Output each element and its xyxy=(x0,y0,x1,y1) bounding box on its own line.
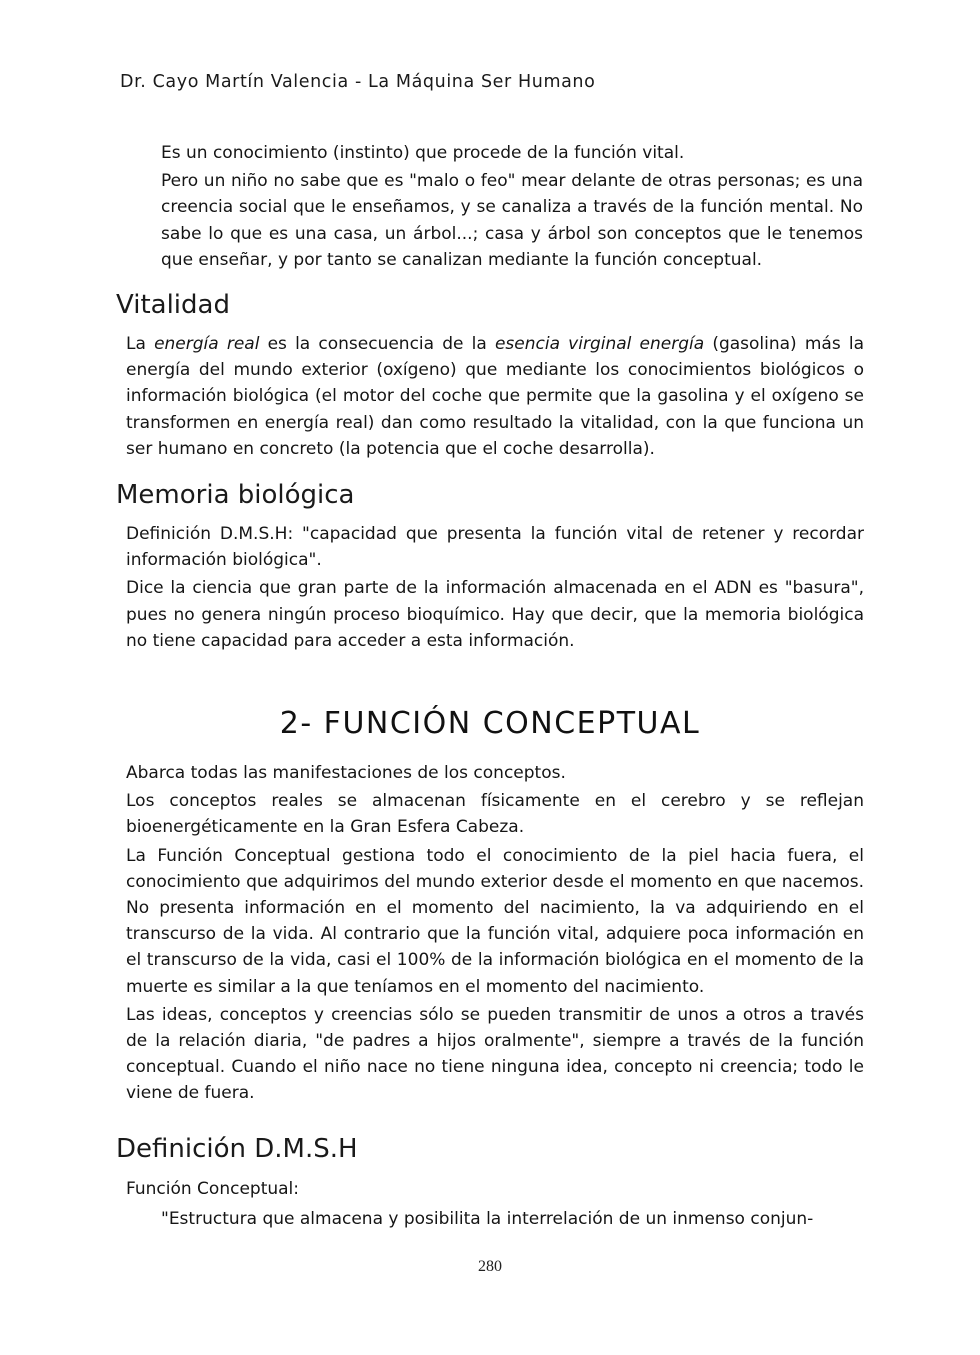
chapter-title: 2- FUNCIÓN CONCEPTUAL xyxy=(279,706,701,741)
section-heading-definicion: Definición D.M.S.H xyxy=(116,1134,358,1164)
emphasis-text: energía real xyxy=(154,334,260,354)
text-run: (gasolina) más la energía del mundo exterior (oxígeno) que mediante los conocimientos biológicos o información biológica (el motor del coche que permite que la gasolina y el oxígeno se transformen en energía real) dan como resultado la vitalidad, con la que funciona un ser humano en concreto (la potencia que el coche desarrolla). xyxy=(126,334,864,459)
section-heading-memoria: Memoria biológica xyxy=(116,480,355,510)
chapter-paragraph: La Función Conceptual gestiona todo el conocimiento de la piel hacia fuera, el conocimiento que adquirimos del mundo exterior desde el momento en que nacemos. No presenta información en el momento del nacimiento, la va adquiriendo en el transcurso de la vida. Al contrario que la función vital, adquiere poca información en el transcurso de la vida, casi el 100% de la información biológica en el momento de la muerte es similar a la que teníamos en el momento del nacimiento. xyxy=(126,845,864,997)
section-heading-vitalidad: Vitalidad xyxy=(116,290,230,320)
page-number: 280 xyxy=(478,1258,502,1275)
memoria-paragraph: Definición D.M.S.H: "capacidad que presenta la función vital de retener y recordar información biológica". xyxy=(126,524,864,571)
intro-paragraph: Pero un niño no sabe que es "malo o feo" mear delante de otras personas; es una creencia social que le enseñamos, y se canaliza a través de la función mental. No sabe lo que es una casa, un árbol...; casa y árbol son conceptos que le tenemos que enseñar, y por tanto se canalizan mediante la función conceptual. xyxy=(161,171,863,270)
memoria-section xyxy=(126,521,864,656)
memoria-paragraph: Dice la ciencia que gran parte de la información almacenada en el ADN es "basura", pues no genera ningún proceso bioquímico. Hay que decir, que la memoria biológica no tiene capacidad para acceder a esta información. xyxy=(126,578,864,651)
chapter-paragraph: Los conceptos reales se almacenan físicamente en el cerebro y se reflejan bioenergéticamente en la Gran Esfera Cabeza. xyxy=(126,791,864,838)
intro-section xyxy=(161,140,863,275)
running-header: Dr. Cayo Martín Valencia - La Máquina Ser Humano xyxy=(120,72,596,92)
vitalidad-section xyxy=(126,331,864,464)
intro-paragraph: Es un conocimiento (instinto) que procede de la función vital. xyxy=(161,143,685,163)
text-run: La xyxy=(126,334,155,354)
definicion-quote: "Estructura que almacena y posibilita la interrelación de un inmenso conjun- xyxy=(161,1209,814,1229)
vitalidad-paragraph xyxy=(126,331,864,462)
chapter-paragraph: Abarca todas las manifestaciones de los conceptos. xyxy=(126,763,566,783)
emphasis-text: esencia virginal energía xyxy=(494,334,705,354)
funcion-conceptual-section xyxy=(126,760,864,1109)
chapter-paragraph: Las ideas, conceptos y creencias sólo se pueden transmitir de unos a otros a través de la relación diaria, "de padres a hijos oralmente", siempre a través de la función conceptual. Cuando el niño nace no tiene ninguna idea, concepto ni creencia; todo le viene de fuera. xyxy=(126,1004,864,1104)
text-run: es la consecuencia de la xyxy=(259,334,495,354)
definicion-label: Función Conceptual: xyxy=(126,1179,299,1199)
